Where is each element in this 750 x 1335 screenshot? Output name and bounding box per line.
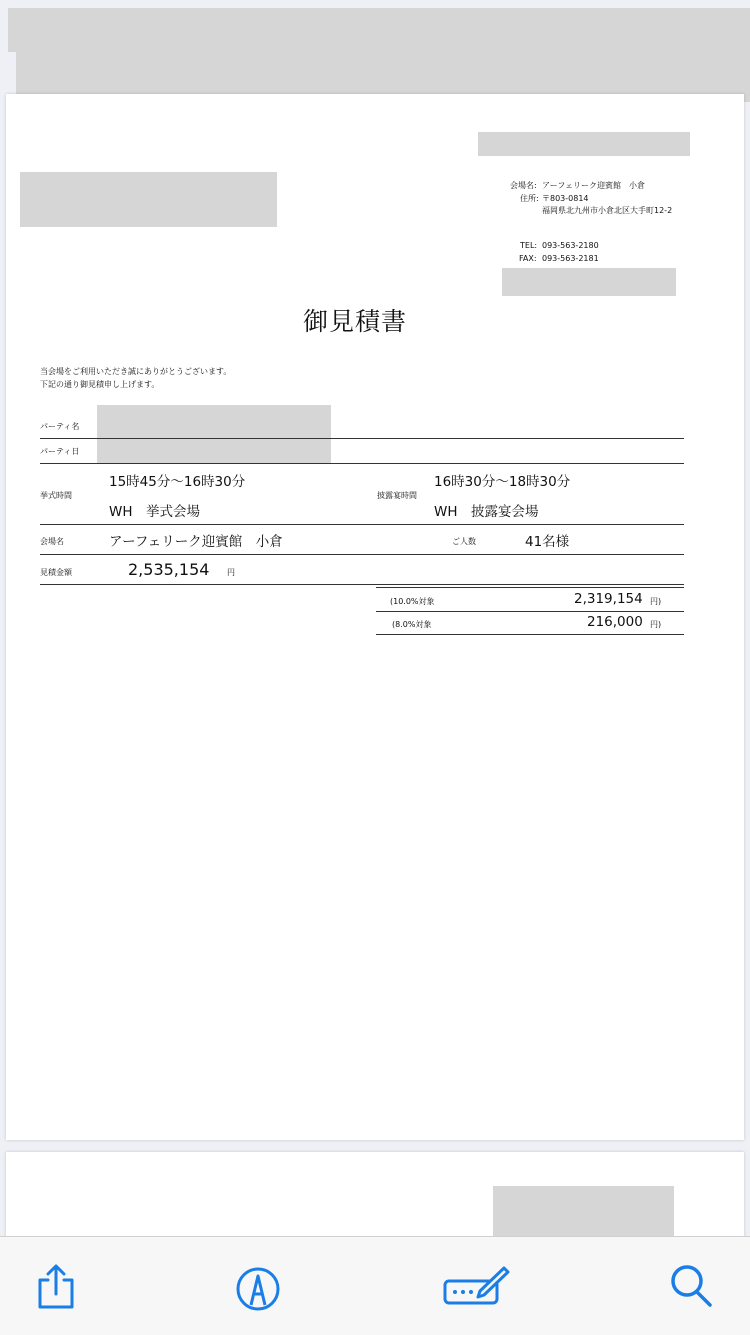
redacted-header [8,8,750,52]
redacted-box [502,268,676,296]
reception-place: WH 披露宴会場 [434,504,539,520]
divider [40,463,684,464]
estimate-amount: 2,535,154 [128,560,210,579]
divider [376,634,684,635]
tax-10-unit: 円) [650,597,662,606]
search-icon [666,1261,716,1311]
greeting-line-2: 下記の通り御見積申し上げます。 [40,380,160,389]
tax-8-unit: 円) [650,620,662,629]
address-label: 住所: [520,194,539,203]
tax-8-label: (8.0%対象 [392,620,432,629]
tel-label: TEL: [520,241,538,250]
bottom-toolbar [0,1236,750,1335]
postal-code: 〒803-0814 [542,194,589,203]
party-date-label: パーティ日 [40,447,80,456]
greeting-line-1: 当会場をご利用いただき誠にありがとうございます。 [40,367,232,376]
share-button[interactable] [31,1261,81,1311]
venue-value: アーフェリーク迎賓館 小倉 [542,181,645,190]
markup-icon [233,1261,283,1311]
fax-value: 093-563-2181 [542,254,599,263]
tel-value: 093-563-2180 [542,241,599,250]
divider [376,611,684,612]
venue-row-value: アーフェリーク迎賓館 小倉 [109,534,283,550]
guests-value: 41名様 [525,534,570,550]
tax-8-amount: 216,000 [587,614,643,630]
signature-icon [442,1261,510,1311]
reception-time-label: 披露宴時間 [377,491,417,500]
tax-10-label: (10.0%対象 [390,597,435,606]
divider [40,584,684,585]
divider [40,438,684,439]
venue-row-label: 会場名 [40,537,64,546]
page-title: 御見積書 [303,307,408,336]
share-icon [31,1261,81,1311]
party-name-label: パーティ名 [40,422,80,431]
address: 福岡県北九州市小倉北区大手町12-2 [542,206,673,215]
redacted-box [478,132,690,156]
ceremony-place: WH 挙式会場 [109,504,200,520]
ceremony-time-label: 挙式時間 [40,491,72,500]
divider [376,587,684,588]
divider [40,554,684,555]
venue-label: 会場名: [510,181,537,190]
markup-button[interactable] [233,1261,283,1311]
reception-time: 16時30分〜18時30分 [434,474,571,490]
search-button[interactable] [666,1261,716,1311]
estimate-unit: 円 [227,568,235,577]
ceremony-time: 15時45分〜16時30分 [109,474,246,490]
redacted-box [20,172,277,227]
signature-button[interactable] [442,1261,510,1311]
fax-label: FAX: [519,254,537,263]
guests-label: ご人数 [452,537,476,546]
divider [40,524,684,525]
estimate-label: 見積金額 [40,568,72,577]
document-page[interactable] [6,94,744,1140]
redacted-party-info [97,405,331,463]
tax-10-amount: 2,319,154 [574,591,643,607]
